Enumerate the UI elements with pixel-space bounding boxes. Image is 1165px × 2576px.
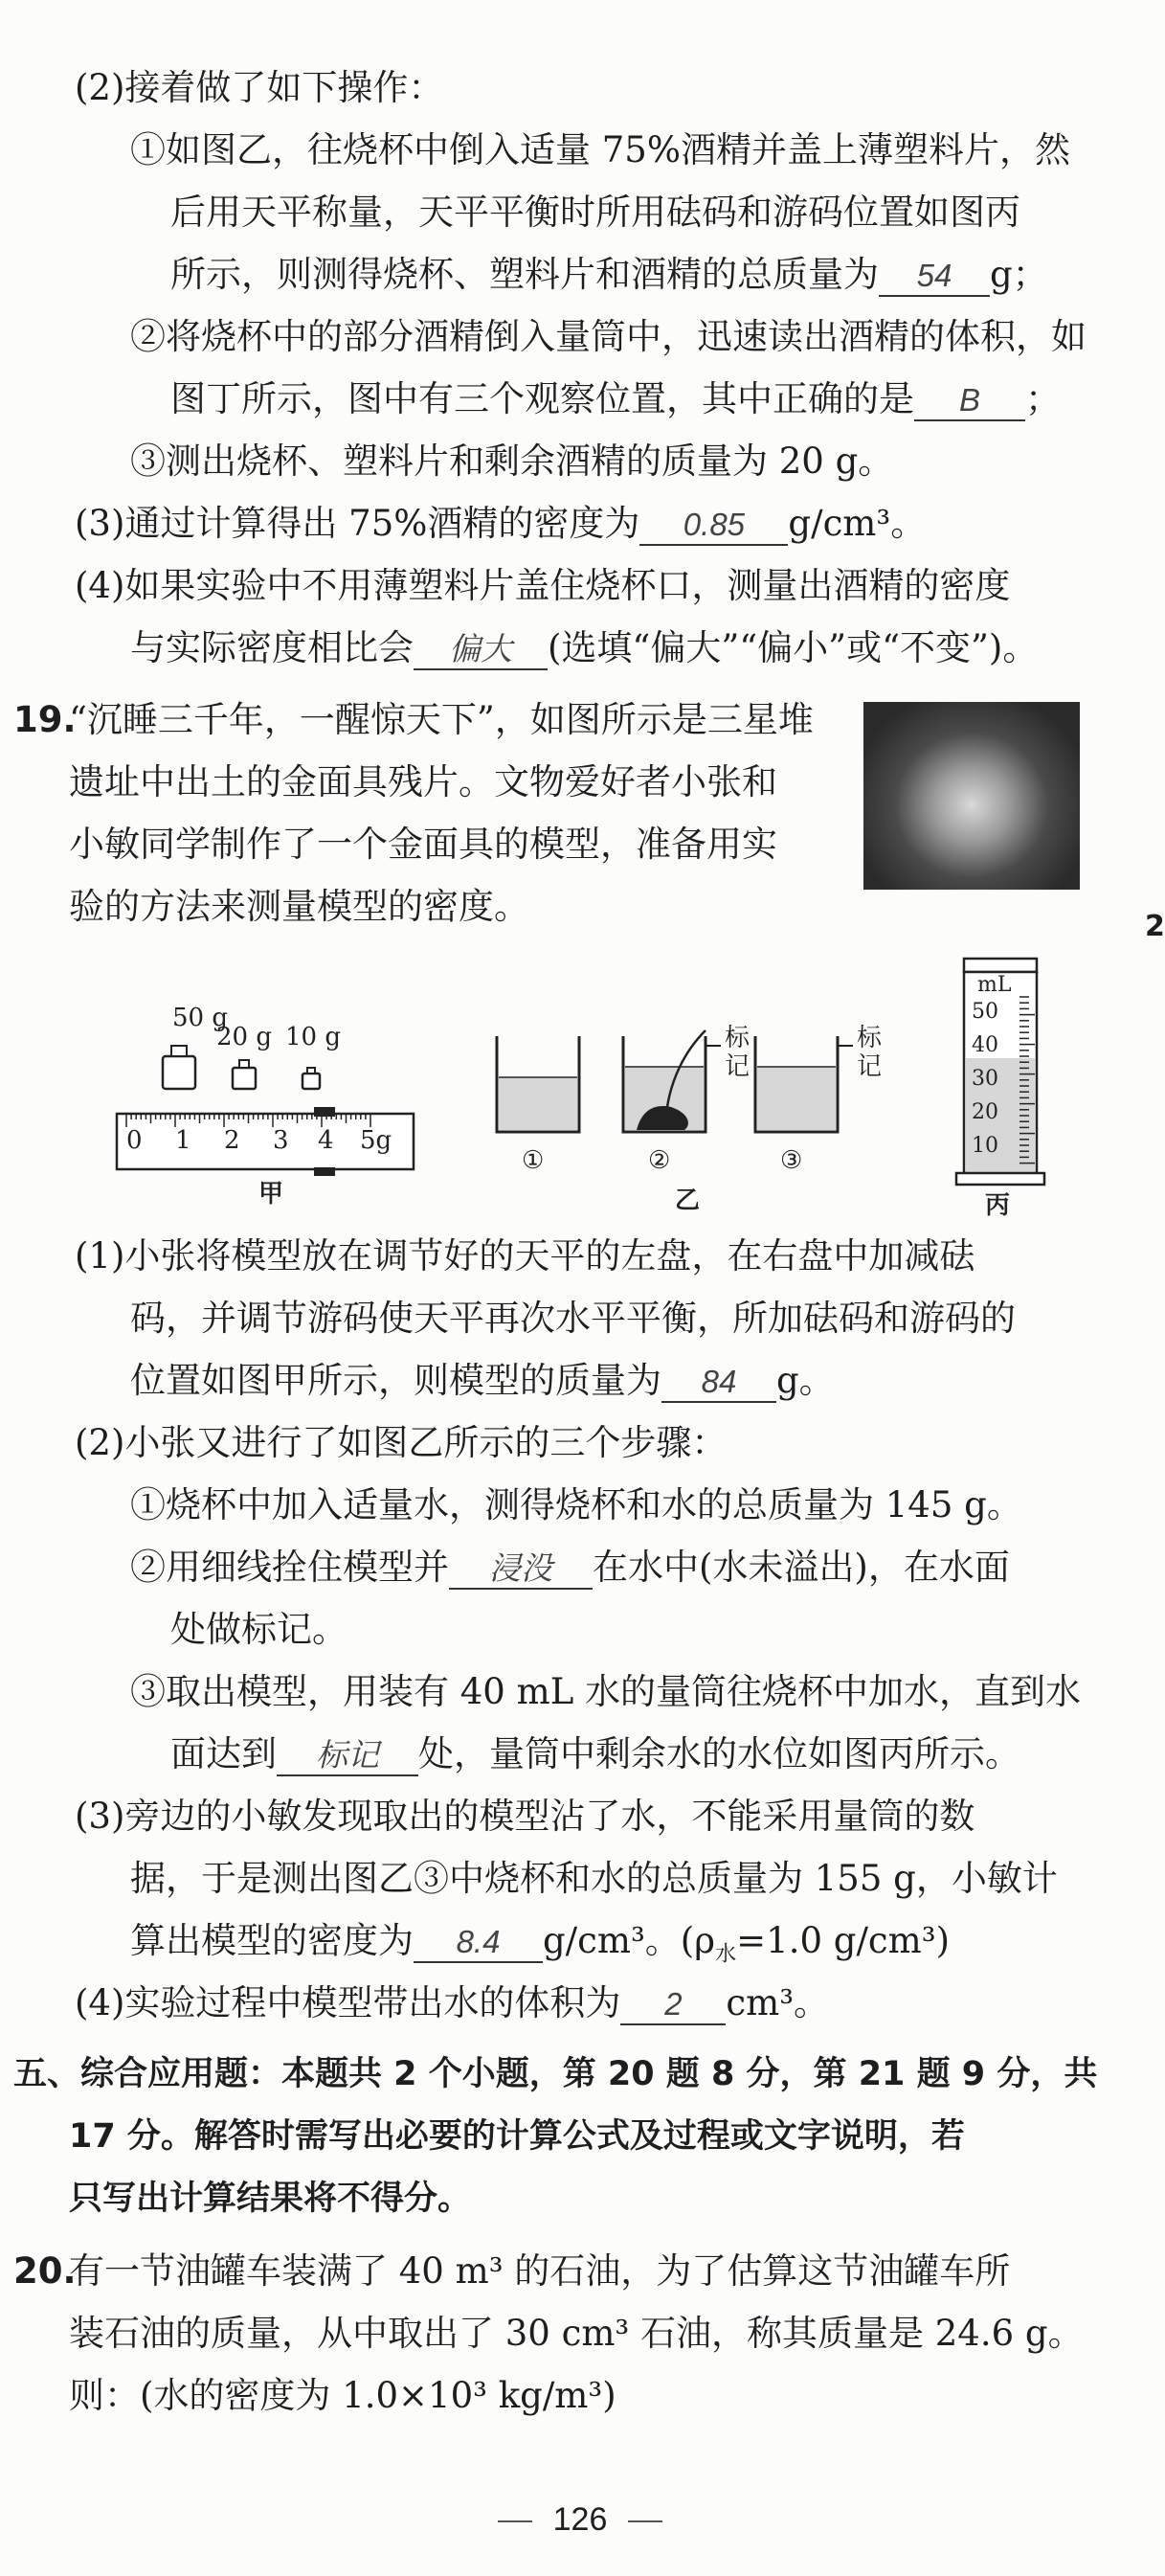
question-number-19: 19. [13,699,77,740]
line-q19-3-cont: 据，于是测出图乙③中烧杯和水的总质量为 155 g，小敏计 [130,1858,1058,1899]
step-label-2: ② [648,1146,671,1175]
line-q19-4 [75,1982,829,2025]
line-q19-2-step3: ③取出模型，用装有 40 mL 水的量筒往烧杯中加水，直到水 [130,1671,1082,1712]
line-q19-3-answer [130,1920,950,1967]
dash-right [628,2520,662,2522]
text: 处，量筒中剩余水的水位如图丙所示。 [418,1733,1020,1774]
answer-blank-immerse: 浸没 [449,1549,593,1590]
text: 面达到 [170,1733,277,1774]
cylinder-tick-20: 20 [972,1100,998,1124]
text: g/cm³。 [788,503,927,544]
dash-left [498,2520,532,2522]
line-q19-1-cont: 码，并调节游码使天平再次水平平衡，所加砝码和游码的 [130,1298,1016,1339]
line-q19-1-answer [130,1360,835,1403]
text: 位置如图甲所示，则模型的质量为 [130,1360,661,1401]
weight-label-50g: 50 g [172,1004,228,1032]
text: g； [990,254,1048,295]
line-q20-1: 有一节油罐车装满了 40 m³ 的石油，为了估算这节油罐车所 [69,2250,1011,2292]
line-q18-4: (4)如果实验中不用薄塑料片盖住烧杯口，测量出酒精的密度 [75,565,1011,606]
line-q19-3: (3)旁边的小敏发现取出的模型沾了水，不能采用量筒的数 [75,1796,975,1837]
text: (4)实验过程中模型带出水的体积为 [75,1982,621,2023]
figure-label-jia: 甲 [258,1180,284,1209]
text: cm³。 [726,1982,830,2023]
step-label-1: ① [522,1146,545,1175]
text: ； [1025,378,1061,419]
line-q18-2-step1: ①如图乙，往烧杯中倒入适量 75%酒精并盖上薄塑料片，然 [130,129,1070,170]
line-q18-4-answer [130,627,1038,670]
text: 在水中(水未溢出)，在水面 [593,1547,1010,1588]
line-q19-intro-3: 小敏同学制作了一个金面具的模型，准备用实 [69,824,777,865]
text: (选填“偏大”“偏小”或“不变”)。 [548,627,1039,668]
cylinder-unit: mL [977,973,1012,997]
scale-label-4: 4 [318,1126,334,1155]
answer-blank-mass-total: 54 [879,257,990,297]
gold-mask-photo [863,702,1080,890]
line-q19-1: (1)小张将模型放在调节好的天平的左盘，在右盘中加减砝 [75,1235,975,1277]
cylinder-tick-10: 10 [972,1134,998,1158]
rider-bottom [314,1167,335,1176]
line-q19-2-step2-cont: 处做标记。 [170,1609,347,1650]
line-q19-2-step2 [130,1547,1010,1590]
weight-20g-knob [239,1060,249,1068]
scale-label-5g: 5g [360,1126,392,1155]
line-q19-intro-4: 验的方法来测量模型的密度。 [69,886,529,927]
section-5-heading: 五、综合应用题：本题共 2 个小题，第 20 题 8 分，第 21 题 9 分，共 [13,2055,1098,2093]
mark-label-2-a: 标 [725,1024,751,1052]
mark-label-3-b: 记 [857,1052,883,1081]
text: 所示，则测得烧杯、塑料片和酒精的总质量为 [170,254,879,295]
line-q19-2-step1: ①烧杯中加入适量水，测得烧杯和水的总质量为 145 g。 [130,1484,1022,1525]
figure-bing [952,953,1077,1221]
text: =1.0 g/cm³) [736,1920,951,1961]
section-5-heading-cont-1: 17 分。解答时需写出必要的计算公式及过程或文字说明，若 [69,2117,965,2156]
weight-label-20g: 20 g [216,1023,272,1051]
mark-label-3-a: 标 [857,1024,883,1052]
scale-label-1: 1 [175,1126,191,1155]
line-q18-2-step1-cont: 后用天平称量，天平平衡时所用砝码和游码位置如图丙 [170,192,1020,233]
line-q20-3: 则：(水的密度为 1.0×10³ kg/m³) [69,2375,616,2416]
answer-blank-mark: 标记 [277,1736,418,1776]
rho-subscript: 水 [714,1941,737,1967]
figure-label-bing: 丙 [985,1191,1011,1220]
weight-10g [302,1073,320,1089]
answer-blank-water-volume: 2 [620,1985,726,2025]
answer-blank-model-mass: 84 [661,1363,776,1403]
text: g。 [776,1360,835,1401]
text: 算出模型的密度为 [130,1920,414,1961]
step-label-3: ③ [780,1146,803,1175]
cylinder-tick-30: 30 [972,1067,998,1091]
line-q18-2-step2: ②将烧杯中的部分酒精倒入量筒中，迅速读出酒精的体积，如 [130,316,1087,357]
text: g/cm³。(ρ [543,1920,715,1961]
figure-yi [483,1025,905,1216]
line-q19-2: (2)小张又进行了如图乙所示的三个步骤： [75,1422,728,1463]
cylinder-lip [964,959,1037,972]
answer-blank-alcohol-density: 0.85 [639,506,788,546]
edge-page-number: 2 [1145,910,1165,943]
figure-label-yi: 乙 [675,1186,701,1215]
line-q18-2-step2-answer [170,378,1061,421]
text: 图丁所示，图中有三个观察位置，其中正确的是 [170,378,914,419]
section-5-heading-cont-2: 只写出计算结果将不得分。 [69,2180,472,2218]
answer-blank-model-density: 8.4 [414,1923,543,1963]
scale-label-0: 0 [126,1126,143,1155]
line-q18-2-intro: (2)接着做了如下操作： [75,67,444,108]
weight-10g-knob [307,1068,315,1073]
cylinder-tick-40: 40 [972,1033,998,1057]
beaker-3-water [757,1067,836,1130]
text: ②用细线拴住模型并 [130,1547,449,1588]
line-q18-2-step3: ③测出烧杯、塑料片和剩余酒精的质量为 20 g。 [130,441,894,482]
weight-label-10g: 10 g [285,1023,341,1051]
line-q18-2-step1-answer [170,254,1048,297]
beaker-1-water [499,1077,577,1130]
cylinder-base [956,1173,1044,1185]
weight-50g [163,1056,195,1089]
cylinder-tick-50: 50 [972,1000,998,1024]
weight-20g [233,1068,256,1089]
answer-blank-correct-position: B [914,381,1025,421]
scale-label-2: 2 [224,1126,240,1155]
question-number-20: 20. [13,2250,77,2292]
weight-50g-knob [171,1046,187,1056]
line-q20-2: 装石油的质量，从中取出了 30 cm³ 石油，称其质量是 24.6 g。 [69,2313,1084,2354]
line-q18-3 [75,503,926,546]
page-number [0,2501,1160,2539]
scale-label-3: 3 [273,1126,289,1155]
line-q19-intro-1: “沉睡三千年，一醒惊天下”，如图所示是三星堆 [69,699,814,740]
figure-jia [105,991,431,1211]
text: 与实际密度相比会 [130,627,414,668]
answer-blank-compare: 偏大 [414,630,548,670]
mark-label-2-b: 记 [725,1052,751,1081]
line-q19-intro-2: 遗址中出土的金面具残片。文物爱好者小张和 [69,761,777,802]
line-q19-2-step3-answer [170,1733,1020,1776]
text: (3)通过计算得出 75%酒精的密度为 [75,503,640,544]
page-number-text: 126 [552,2501,608,2538]
